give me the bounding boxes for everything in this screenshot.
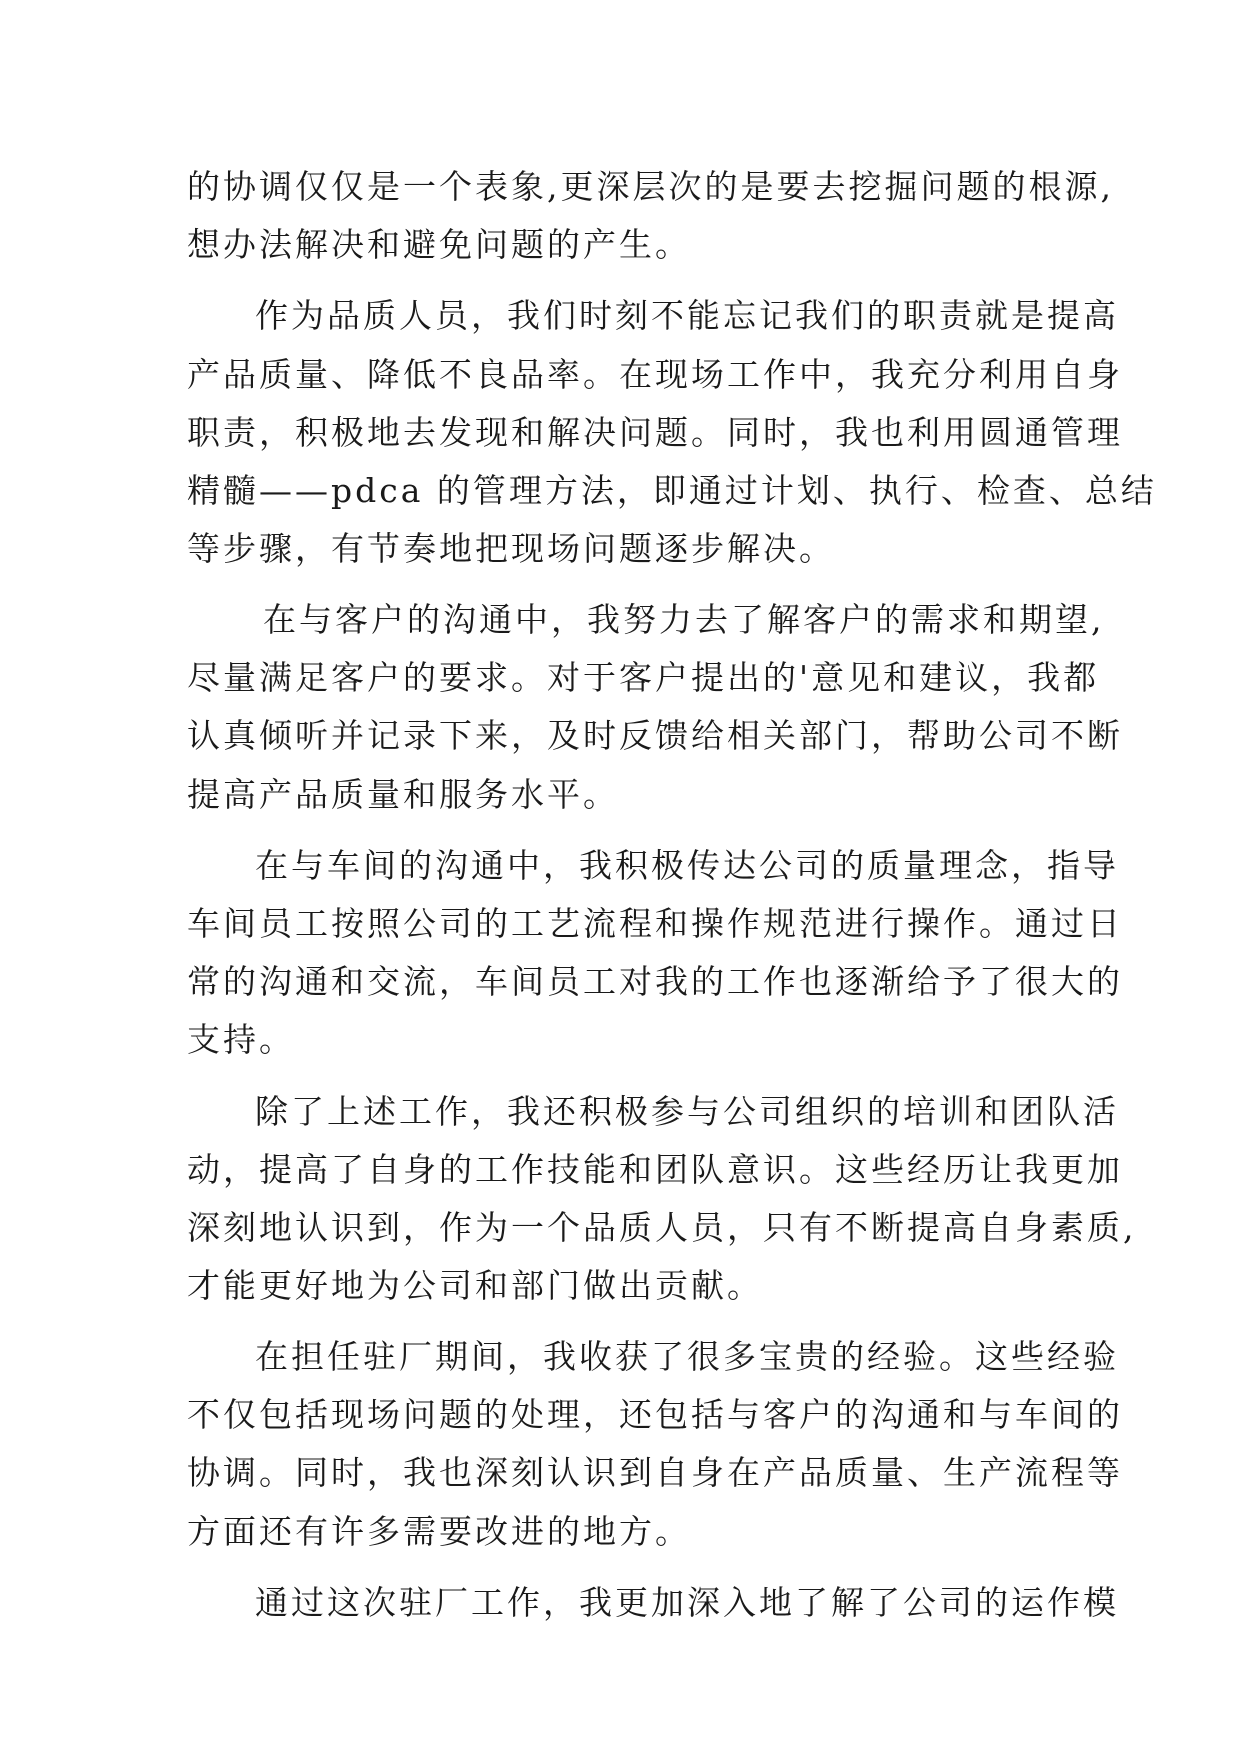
text-line: 在与客户的沟通中，我努力去了解客户的需求和期望, [263,600,1105,640]
text-line: 不仅包括现场问题的处理，还包括与客户的沟通和与车间的 [187,1395,1123,1435]
document-body [187,158,1157,1632]
paragraph-4 [187,837,1123,1069]
text-line: 除了上述工作，我还积极参与公司组织的培训和团队活 [255,1091,1119,1131]
text-line: 的协调仅仅是一个表象,更深层次的是要去挖掘问题的根源, [187,167,1114,206]
paragraph-6 [187,1328,1123,1560]
text-line: 动，提高了自身的工作技能和团队意识。这些经历让我更加 [187,1149,1123,1189]
text-line: 产品质量、降低不良品率。在现场工作中，我充分利用自身 [187,354,1123,394]
text-line: 在担任驻厂期间，我收获了很多宝贵的经验。这些经验 [255,1337,1119,1377]
text-line: 在与车间的沟通中，我积极传达公司的质量理念，指导 [255,845,1119,885]
text-line: 协调。同时，我也深刻认识到自身在产品质量、生产流程等 [187,1453,1123,1493]
text-line: 才能更好地为公司和部门做出贡献。 [187,1265,763,1305]
text-line: 精髓——pdca 的管理方法，即通过计划、执行、检查、总结 [187,470,1157,510]
text-line: 提高产品质量和服务水平。 [187,774,619,814]
text-line: 作为品质人员，我们时刻不能忘记我们的职责就是提高 [255,296,1119,336]
text-line: 等步骤，有节奏地把现场问题逐步解决。 [187,528,835,568]
text-line: 职责，积极地去发现和解决问题。同时，我也利用圆通管理 [187,412,1123,452]
text-line: 认真倾听并记录下来，及时反馈给相关部门，帮助公司不断 [187,716,1123,756]
text-line: 常的沟通和交流，车间员工对我的工作也逐渐给予了很大的 [187,962,1123,1002]
text-line: 想办法解决和避免问题的产生。 [187,225,691,265]
text-line: 方面还有许多需要改进的地方。 [187,1511,691,1551]
text-line: 通过这次驻厂工作，我更加深入地了解了公司的运作模 [255,1582,1119,1622]
text-line: 车间员工按照公司的工艺流程和操作规范进行操作。通过日 [187,904,1123,944]
paragraph-2 [187,287,1157,577]
text-line: 尽量满足客户的要求。对于客户提出的'意见和建议，我都 [187,658,1100,698]
text-line: 支持。 [187,1020,295,1060]
text-line: 深刻地认识到，作为一个品质人员，只有不断提高自身素质, [187,1207,1137,1247]
paragraph-5 [187,1083,1137,1315]
paragraph-7 [187,1574,1119,1632]
paragraph-1 [187,158,1114,274]
paragraph-3 [187,591,1123,823]
